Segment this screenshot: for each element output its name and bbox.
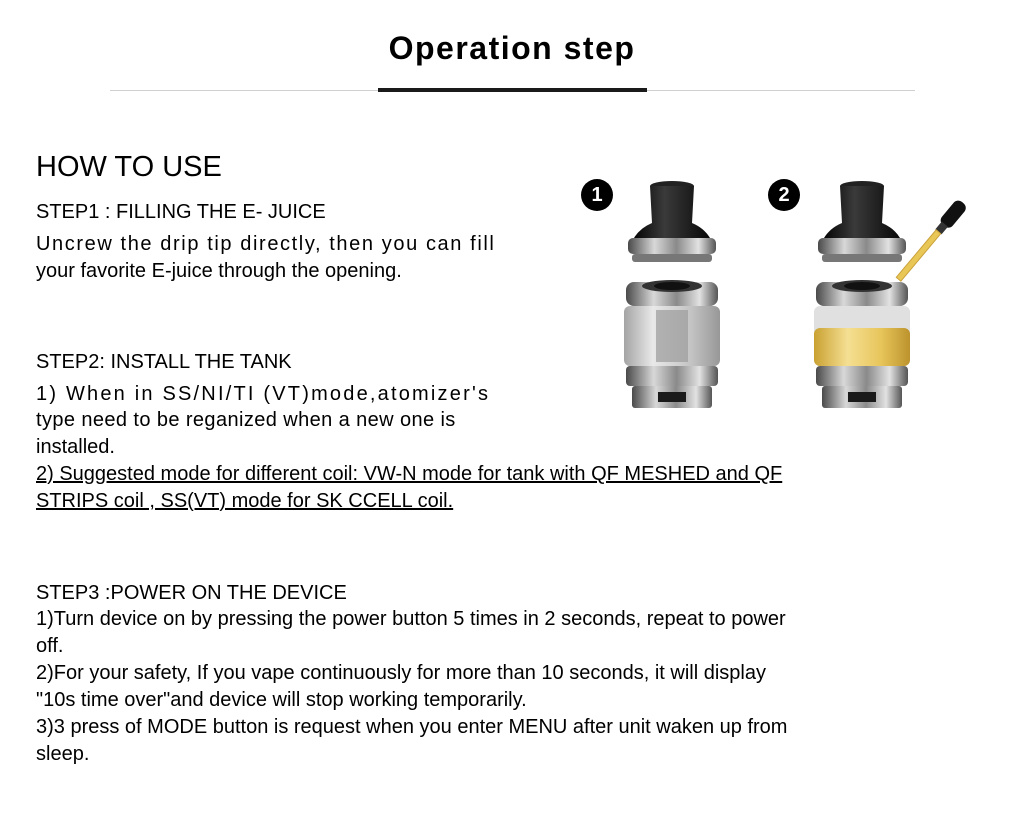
section-title: HOW TO USE	[36, 151, 222, 183]
step-badge-2: 2	[768, 179, 800, 211]
step1-text-line1: Uncrew the drip tip directly, then you can fill	[36, 233, 496, 255]
title-underline-accent	[378, 88, 647, 92]
step3-text-line3: 2)For your safety, If you vape continuously for more than 10 seconds, it will display	[36, 662, 766, 684]
step1-heading: STEP1 : FILLING THE E- JUICE	[36, 201, 326, 223]
step2-heading: STEP2: INSTALL THE TANK	[36, 351, 292, 373]
step3-text-line5: 3)3 press of MODE button is request when you enter MENU after unit waken up from	[36, 716, 788, 738]
step3-text-line4: "10s time over"and device will stop working temporarily.	[36, 689, 527, 711]
step-badge-1: 1	[581, 179, 613, 211]
step2-text-line3: installed.	[36, 436, 115, 458]
step3-heading: STEP3 :POWER ON THE DEVICE	[36, 582, 347, 604]
tank-illustration-2	[800, 178, 980, 418]
step3-text-line2: off.	[36, 635, 64, 657]
step2-text-line1: 1) When in SS/NI/TI (VT)mode,atomizer's	[36, 383, 491, 405]
page-title: Operation step	[388, 30, 636, 66]
tank-illustration-1	[610, 178, 735, 418]
step3-text-line6: sleep.	[36, 743, 90, 765]
step2-text-line4: 2) Suggested mode for different coil: VW-N mode for tank with QF MESHED and QF	[36, 463, 783, 485]
step3-text-line1: 1)Turn device on by pressing the power button 5 times in 2 seconds, repeat to power	[36, 608, 786, 630]
step1-text-line2: your favorite E-juice through the opening.	[36, 260, 402, 282]
step2-text-line2: type need to be reganized when a new one is	[36, 409, 456, 431]
step2-text-line5: STRIPS coil , SS(VT) mode for SK CCELL coil.	[36, 490, 454, 512]
